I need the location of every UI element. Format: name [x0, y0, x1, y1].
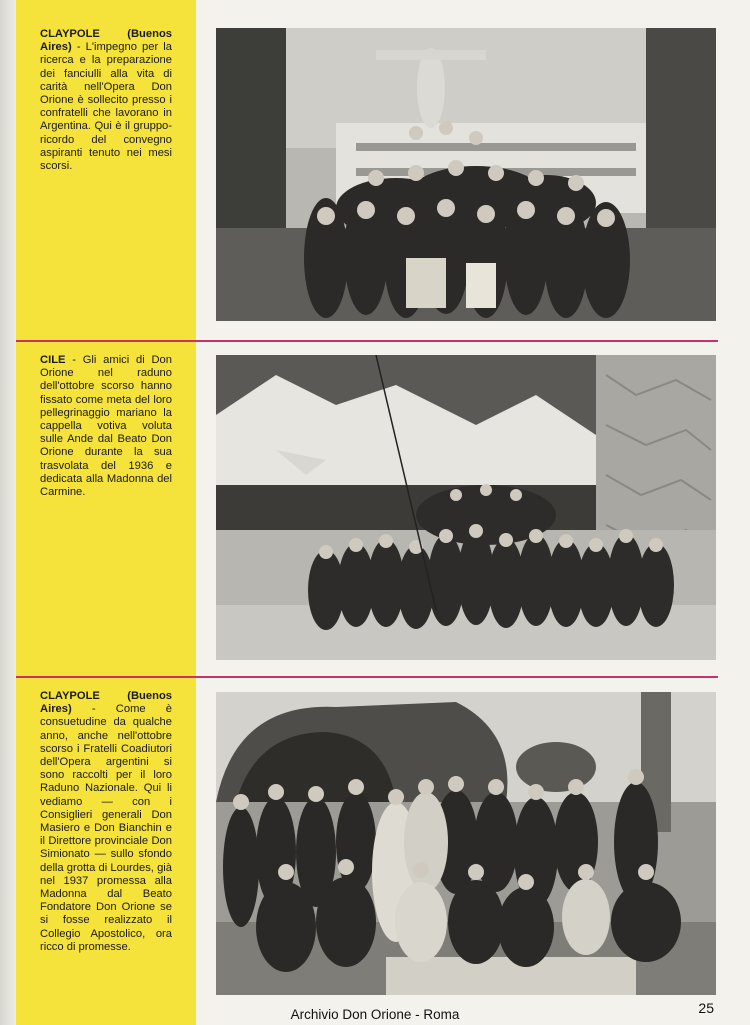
caption-body: - L'impegno per la ricerca e la preparazione dei fanciulli alla vita di carità nell'Opera Don Orione è sollecito presso i confratelli che lavorano in Argentina. Qui è il gruppo-ricordo del convegno aspiranti tenuto nei mesi scorsi. — [40, 41, 172, 173]
caption-heading: CLAYPOLE (Buenos Aires) — [40, 690, 172, 716]
caption-heading: CILE — [40, 354, 66, 366]
photo-andes-chapel — [216, 355, 716, 660]
caption-claypole-youth — [40, 28, 172, 173]
archive-footer: Archivio Don Orione - Roma — [290, 1007, 460, 1022]
page-number: 25 — [698, 1000, 714, 1016]
page-gutter — [0, 0, 16, 1025]
section-divider — [16, 676, 718, 678]
caption-body: - Gli amici di Don Orione nel raduno dell'ottobre scorso hanno fissato come meta del loro pellegrinaggio mariano la cappella votiva voluta sulle Ande dal Beato Don Orione durante la sua trasvolata del 1936 e dedicata alla Madonna del Carmine. — [40, 354, 172, 499]
caption-heading: CLAYPOLE (Buenos Aires) — [40, 28, 172, 54]
photo-grotto-lourdes — [216, 692, 716, 995]
caption-claypole-brothers — [40, 690, 172, 954]
photo-youth-group — [216, 28, 716, 321]
caption-cile — [40, 354, 172, 499]
caption-body: - Come è consuetudine da qualche anno, anche nell'ottobre scorso i Fratelli Coadiutori dell'Opera argentini si sono raccolti per il loro Raduno Nazionale. Qui li vediamo — con i Consiglieri generali Don Masiero e Don Bianchin e il Direttore provinciale Don Simionato — sullo sfondo della grotta di Lourdes, già nel 1937 promessa alla Madonna dal Beato Fondatore Don Orione se si fosse realizzato il Collegio Apostolico, ora ricco di promesse. — [40, 703, 172, 953]
section-divider — [16, 340, 718, 342]
